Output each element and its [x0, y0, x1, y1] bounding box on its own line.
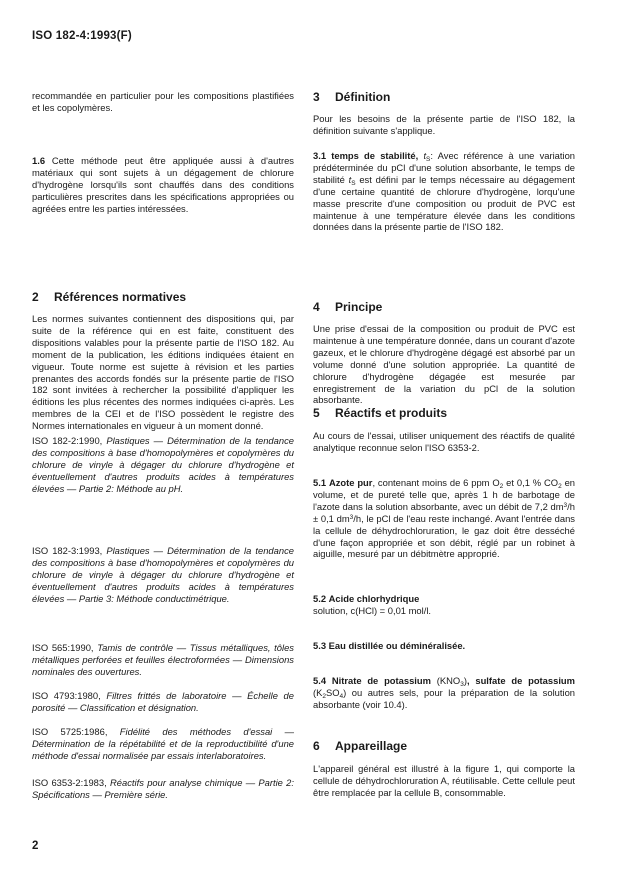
reference-item	[32, 690, 294, 714]
reference-title: Tamis de contrôle — Tissus métalliques, tôles métalliques perforées et feuilles électroformées — Dimensions nominales des ouvertures.	[32, 642, 294, 677]
clause-number: 5.3	[313, 640, 327, 651]
reference-id: ISO 182-2:1990,	[32, 435, 103, 446]
document-header: ISO 182-4:1993(F)	[32, 30, 132, 42]
formula: SO	[326, 686, 340, 698]
section-title: Définition	[335, 90, 391, 104]
formula: (KNO	[436, 675, 461, 686]
superscript: 3	[349, 513, 354, 521]
clause-5-3	[313, 640, 575, 652]
clause-text: solution, c(HCl) = 0,01 mol/l.	[313, 604, 432, 616]
reagent-name: Eau distillée ou déminéralisée.	[328, 640, 466, 651]
reference-id: ISO 565:1990,	[32, 642, 94, 653]
reference-item	[32, 435, 294, 495]
reference-title: Plastiques — Détermination de la tendance des compositions à base d'homopolymères et copolymères du chlorure de vinyle à dégager du chlorure d'hydrogène et éventuellement d'autres produits acides à températures élevées — Partie 3: Méthode conductimétrique.	[32, 545, 294, 604]
section-title: Appareillage	[335, 739, 408, 753]
reference-item	[32, 726, 294, 762]
section-title: Réactifs et produits	[335, 406, 448, 420]
reference-item	[32, 642, 294, 678]
reference-id: ISO 182-3:1993,	[32, 545, 103, 556]
reference-id: ISO 5725:1986,	[32, 726, 108, 737]
superscript: 3	[563, 501, 568, 509]
clause-5-2	[313, 593, 575, 617]
reagent-name: , sulfate de potassium	[466, 675, 575, 686]
symbol-subscript: S	[426, 156, 431, 163]
subscript: 2	[322, 692, 326, 700]
section-number: 2	[32, 290, 39, 304]
clause-3-1	[313, 150, 575, 233]
section-4-body: Une prise d'essai de la composition ou produit de PVC est maintenue à une température donnée, dans un courant d'azote gazeux, et le chlorure d'hydrogène dégagé est absorbé par un volume donné d'une solution appropriée. La quantité de chlorure d'hydrogène dégagée est mesurée par enregistrement de la variation du pCl de la solution absorbante.	[313, 323, 575, 406]
clause-text: : Avec référence à une variation prédéterminée du pCl d'une solution absorbante, le temps de stabilité	[313, 150, 576, 185]
clause-number: 3.1	[313, 150, 327, 161]
reference-id: ISO 6353-2:1983,	[32, 777, 107, 788]
clause-number: 1.6	[32, 155, 46, 166]
clause-number: 5.1	[313, 477, 327, 488]
section-3-heading	[313, 90, 390, 104]
formula: )	[343, 686, 347, 698]
intro-continuation: recommandée en particulier pour les compositions plastifiées et les copolymères.	[32, 90, 294, 113]
section-title: Références normatives	[54, 290, 187, 304]
subscript: 3	[460, 681, 464, 688]
subscript: 2	[499, 483, 504, 490]
section-6-heading	[313, 739, 407, 753]
section-number: 3	[313, 90, 320, 104]
reagent-name: Nitrate de potassium	[331, 675, 431, 686]
formula: )	[463, 675, 467, 686]
reference-item	[32, 777, 294, 801]
reference-title: Filtres frittés de laboratoire — Échelle de porosité — Classification et désignation.	[32, 690, 294, 713]
section-6-body: L'appareil général est illustré à la figure 1, qui comporte la cellule de déhydrochloruration A, réutilisable. Cette cellule peut être remplacée par la cellule B, consommable.	[313, 763, 575, 798]
section-4-heading	[313, 300, 382, 314]
section-3-body: Pour les besoins de la présente partie de l'ISO 182, la définition suivante s'applique.	[313, 113, 575, 136]
formula: (K	[313, 686, 323, 698]
symbol-subscript: S	[351, 179, 356, 187]
section-number: 5	[313, 406, 320, 420]
subscript: 4	[339, 692, 344, 700]
clause-number: 5.4	[313, 675, 327, 686]
clause-5-4	[313, 675, 575, 711]
section-5-heading	[313, 406, 447, 420]
clause-text: et 0,1 % CO	[503, 477, 559, 488]
clause-1-6	[32, 155, 294, 215]
section-number: 6	[313, 739, 320, 753]
reference-title: Plastiques — Détermination de la tendance des compositions à base d'homopolymères et copolymères du chlorure de vinyle à dégager du chlorure d'hydrogène et éventuellement d'autres produits acides à températures élevées — Partie 2: Méthode au pH.	[32, 435, 294, 494]
section-title: Principe	[335, 300, 383, 314]
symbol: t	[423, 150, 427, 161]
reference-title: Fidélité des méthodes d'essai — Détermination de la répétabilité et de la reproductibilité d'une méthode d'essai normalisée par essais interlaboratoires.	[32, 726, 294, 761]
clause-5-1	[313, 477, 575, 560]
clause-text: , contenant moins de 6 ppm O	[372, 477, 500, 488]
symbol: t	[348, 173, 352, 185]
clause-text: ou autres sels, pour la préparation de la solution absorbante (voir 10.4).	[313, 686, 575, 710]
clause-text: Cette méthode peut être appliquée aussi à d'autres matériaux qui sont sujets à un dégagement de chlorure d'hydrogène lorsqu'ils sont chauffés dans des conditions particulières prescrites dans les spécifications appropriées ou agréées entre les parties intéressées.	[32, 155, 294, 214]
reagent-name: Azote pur	[328, 477, 373, 488]
section-number: 4	[313, 300, 320, 314]
clause-text: en volume, et de pureté telle que, après 1 h de barbotage de l'azote dans la solution absorbante, avec un débit de 7,2 dm	[313, 477, 575, 512]
clause-text: /h ± 0,1 dm	[313, 500, 575, 524]
clause-number: 5.2	[313, 593, 327, 604]
section-2-body: Les normes suivantes contiennent des dispositions qui, par suite de la référence qui en est faite, constituent des dispositions valables pour la présente partie de l'ISO 182. Au moment de la publication, les éditions indiquées étaient en vigueur. Toute norme est sujette à révision et les parties prenantes des accords fondés sur la présente partie de l'ISO 182 sont invitées à rechercher la possibilité d'appliquer les éditions les plus récentes des normes indiquées ci-après. Les membres de la CEI et de l'ISO possèdent le registre des Normes internationales en vigueur à un moment donné.	[32, 313, 294, 432]
defined-term: temps de stabilité,	[331, 150, 419, 161]
section-5-body: Au cours de l'essai, utiliser uniquement des réactifs de qualité analytique reconnue selon l'ISO 6353-2.	[313, 430, 575, 453]
clause-text: est défini par le temps nécessaire au dégagement d'une certaine quantité de chlorure d'hydrogène, lorqu'une masse prescrite d'une composition ou produit de PVC est maintenue à une température élevée dans les conditions données dans la présente partie de l'ISO 182.	[313, 173, 576, 233]
page-number: 2	[32, 840, 39, 852]
reference-title: Réactifs pour analyse chimique — Partie 2: Spécifications — Première série.	[32, 777, 294, 800]
section-2-heading	[32, 290, 186, 304]
clause-text: /h, le pCl de l'eau reste inchangé. Avant l'entrée dans la cellule de déhydrochloruration, le gaz doit être desséché d'une façon appropriée et son débit, réglé par un robinet à aiguille, mesuré par un débitmètre approprié.	[313, 512, 575, 560]
subscript: 2	[558, 483, 562, 490]
reference-id: ISO 4793:1980,	[32, 690, 101, 701]
reagent-name: Acide chlorhydrique	[328, 593, 420, 604]
reference-item	[32, 545, 294, 605]
